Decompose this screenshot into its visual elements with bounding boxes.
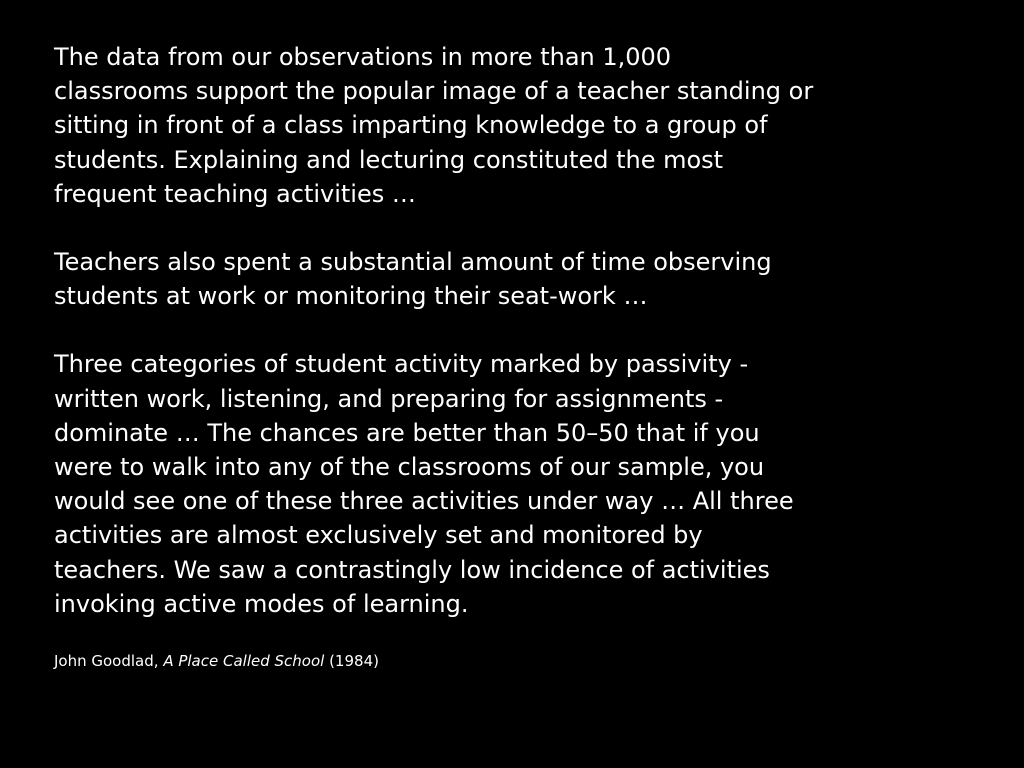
quote-block (54, 40, 974, 621)
quote-paragraph-1: The data from our observations in more than 1,000 classrooms support the popular image of a teacher standing or sitting in front of a class imparting knowledge to a group of students. Explaining and lecturing constituted the most frequent teaching activities … (54, 43, 814, 208)
citation (54, 651, 379, 671)
quote-paragraph-3: Three categories of student activity marked by passivity - written work, listening, and preparing for assignments - dominate … The chances are better than 50–50 that if you were to walk into any of the classrooms of our sample, you would see one of these three activities under way … All three activities are almost exclusively set and monitored by teachers. We saw a contrastingly low incidence of activities invoking active modes of learning. (54, 350, 794, 618)
citation-book-title: A Place Called School (163, 652, 325, 670)
citation-author: John Goodlad, (54, 652, 164, 670)
citation-year: (1984) (324, 652, 379, 670)
quote-paragraph-2: Teachers also spent a substantial amount of time observing students at work or monitoring their seat-work … (54, 248, 772, 311)
